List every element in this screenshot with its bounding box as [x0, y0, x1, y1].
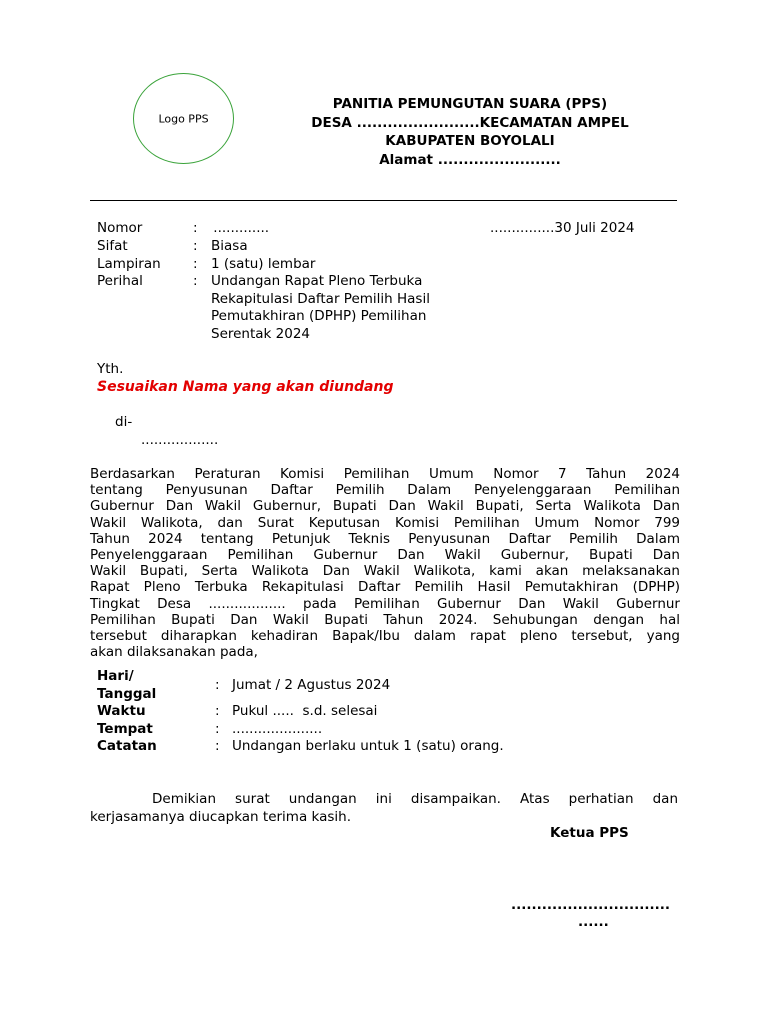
waktu-value: Pukul ..... s.d. selesai	[232, 703, 378, 719]
signature-title: Ketua PPS	[550, 825, 629, 841]
perihal-label: Perihal	[97, 273, 143, 289]
nomor-value: .............	[209, 220, 270, 236]
nomor-label: Nomor	[97, 220, 143, 236]
tempat-label: Tempat	[97, 721, 153, 737]
recipient-place: ..................	[141, 432, 219, 448]
header-divider	[90, 200, 677, 201]
body-line: Wakil Walikota, dan Surat Keputusan Komisi Pemilihan Umum Nomor 799	[90, 514, 680, 531]
catatan-label: Catatan	[97, 738, 157, 754]
body-line: tersebut diharapkan kehadiran Bapak/Ibu dalam rapat pleno tersebut, yang	[90, 627, 680, 644]
sifat-value: Biasa	[211, 238, 248, 254]
lampiran-value: 1 (satu) lembar	[211, 256, 316, 272]
waktu-colon: :	[215, 703, 220, 719]
perihal-line: Undangan Rapat Pleno Terbuka	[211, 273, 423, 289]
hari-value: Jumat / 2 Agustus 2024	[232, 677, 391, 693]
perihal-colon: :	[193, 273, 198, 289]
catatan-value: Undangan berlaku untuk 1 (satu) orang.	[232, 738, 504, 754]
letterhead-line-2: DESA ........................KECAMATAN AMPEL	[311, 114, 629, 131]
letterhead-line-3: KABUPATEN BOYOLALI	[385, 133, 555, 149]
tempat-colon: :	[215, 721, 220, 737]
letterhead-line-4: Alamat ........................	[379, 151, 561, 168]
body-line: Wakil Bupati, Serta Walikota Dan Wakil Walikota, kami akan melaksanakan	[90, 563, 680, 580]
body-line: tentang Penyusunan Daftar Pemilih Dalam Penyelenggaraan Pemilihan	[90, 482, 680, 499]
di-label: di-	[115, 414, 133, 430]
signature-name-dots: ...............................	[511, 897, 670, 913]
tempat-value: .....................	[232, 721, 323, 737]
sifat-colon: :	[193, 238, 198, 254]
letter-date: ...............30 Juli 2024	[490, 220, 635, 236]
lampiran-label: Lampiran	[97, 256, 161, 272]
perihal-line: Rekapitulasi Daftar Pemilih Hasil	[211, 291, 430, 307]
body-line: Berdasarkan Peraturan Komisi Pemilihan Umum Nomor 7 Tahun 2024	[90, 466, 680, 482]
tanggal-label: Tanggal	[97, 686, 157, 702]
lampiran-colon: :	[193, 256, 198, 272]
recipient-name-placeholder: Sesuaikan Nama yang akan diundang	[97, 379, 394, 395]
body-line: Penyelenggaraan Pemilihan Gubernur Dan Wakil Gubernur, Bupati Dan	[90, 546, 680, 563]
yth-label: Yth.	[97, 361, 124, 377]
closing-line: Demikian surat undangan ini disampaikan. Atas perhatian dan	[152, 791, 678, 807]
letterhead-line-1: PANITIA PEMUNGUTAN SUARA (PPS)	[332, 96, 608, 112]
catatan-colon: :	[215, 738, 220, 754]
perihal-line: Pemutakhiran (DPHP) Pemilihan	[211, 308, 427, 324]
body-paragraph	[90, 466, 680, 660]
hari-colon: :	[215, 677, 220, 693]
body-line: Pemilihan Bupati Dan Wakil Bupati Tahun 2024. Sehubungan dengan hal	[90, 611, 680, 628]
hari-label: Hari/	[97, 668, 134, 684]
body-line: Gubernur Dan Wakil Gubernur, Bupati Dan Wakil Bupati, Serta Walikota Dan	[90, 498, 680, 515]
signature-name-dots-2: ......	[578, 914, 609, 930]
closing-line: kerjasamanya diucapkan terima kasih.	[90, 809, 351, 825]
body-line: Rapat Pleno Terbuka Rekapitulasi Daftar Pemilih Hasil Pemutakhiran (DPHP)	[90, 579, 680, 596]
waktu-label: Waktu	[97, 703, 146, 719]
body-line: Tingkat Desa .................. pada Pemilihan Gubernur Dan Wakil Gubernur	[90, 595, 680, 612]
nomor-colon: :	[193, 220, 198, 236]
body-line: Tahun 2024 tentang Petunjuk Teknis Penyusunan Daftar Pemilih Dalam	[90, 530, 680, 547]
closing-paragraph	[90, 790, 678, 826]
perihal-line: Serentak 2024	[211, 326, 311, 342]
letterhead	[260, 95, 680, 169]
sifat-label: Sifat	[97, 238, 128, 254]
body-line: akan dilaksanakan pada,	[90, 644, 258, 661]
logo-label: Logo PPS	[158, 112, 209, 125]
logo-placeholder	[133, 73, 234, 164]
